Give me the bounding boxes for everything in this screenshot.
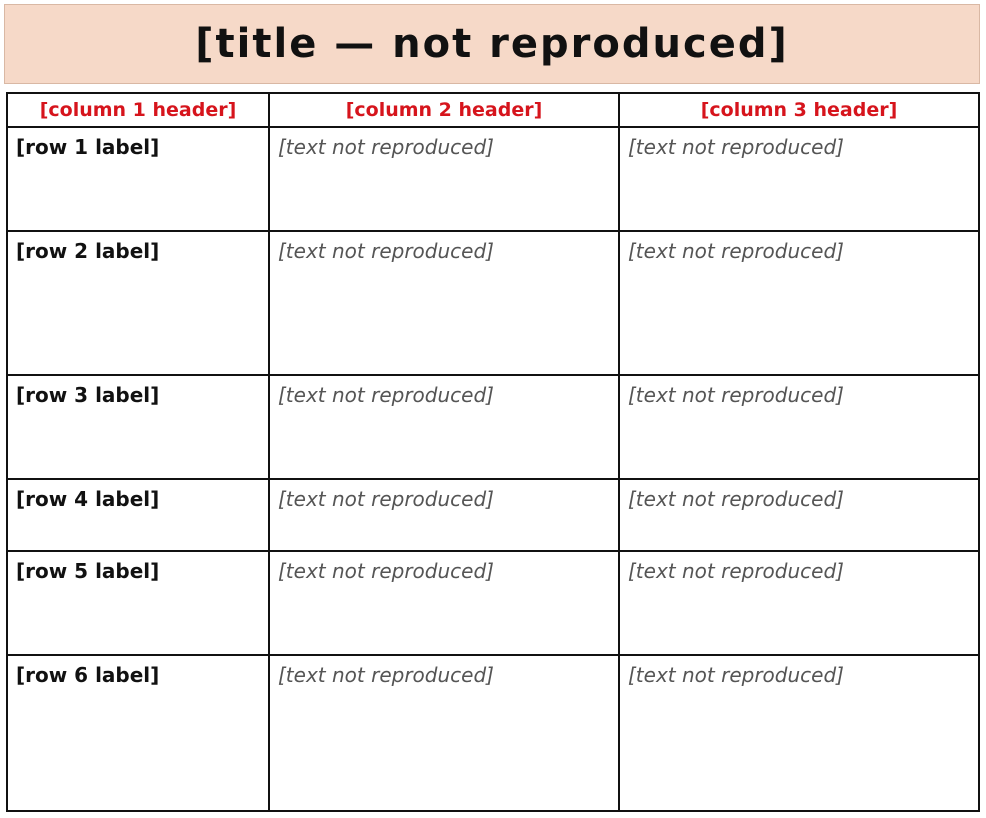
title-banner — [4, 4, 980, 84]
column-header-current-opinion: [column 3 header] — [619, 93, 979, 127]
earlier-opinion-cell: [text not reproduced] — [269, 375, 619, 479]
row-topic-cell: [row 2 label] — [7, 231, 269, 375]
earlier-opinion-cell: [text not reproduced] — [269, 479, 619, 551]
comparison-table — [6, 92, 980, 812]
current-opinion-cell: [text not reproduced] — [619, 375, 979, 479]
current-opinion-cell: [text not reproduced] — [619, 231, 979, 375]
column-header-decision: [column 1 header] — [7, 93, 269, 127]
earlier-opinion-cell: [text not reproduced] — [269, 127, 619, 231]
row-topic-cell: [row 3 label] — [7, 375, 269, 479]
column-header-earlier-opinion: [column 2 header] — [269, 93, 619, 127]
table-header-row — [7, 93, 979, 127]
row-topic-cell: [row 4 label] — [7, 479, 269, 551]
row-topic-cell: [row 5 label] — [7, 551, 269, 655]
table-row — [7, 231, 979, 375]
table-row — [7, 655, 979, 811]
current-opinion-cell: [text not reproduced] — [619, 127, 979, 231]
table-row — [7, 479, 979, 551]
current-opinion-cell: [text not reproduced] — [619, 655, 979, 811]
row-topic-cell: [row 6 label] — [7, 655, 269, 811]
earlier-opinion-cell: [text not reproduced] — [269, 231, 619, 375]
table-row — [7, 127, 979, 231]
row-topic-cell: [row 1 label] — [7, 127, 269, 231]
earlier-opinion-cell: [text not reproduced] — [269, 655, 619, 811]
table-row — [7, 551, 979, 655]
page-title: [title — not reproduced] — [195, 21, 789, 67]
current-opinion-cell: [text not reproduced] — [619, 479, 979, 551]
table-row — [7, 375, 979, 479]
current-opinion-cell: [text not reproduced] — [619, 551, 979, 655]
earlier-opinion-cell: [text not reproduced] — [269, 551, 619, 655]
